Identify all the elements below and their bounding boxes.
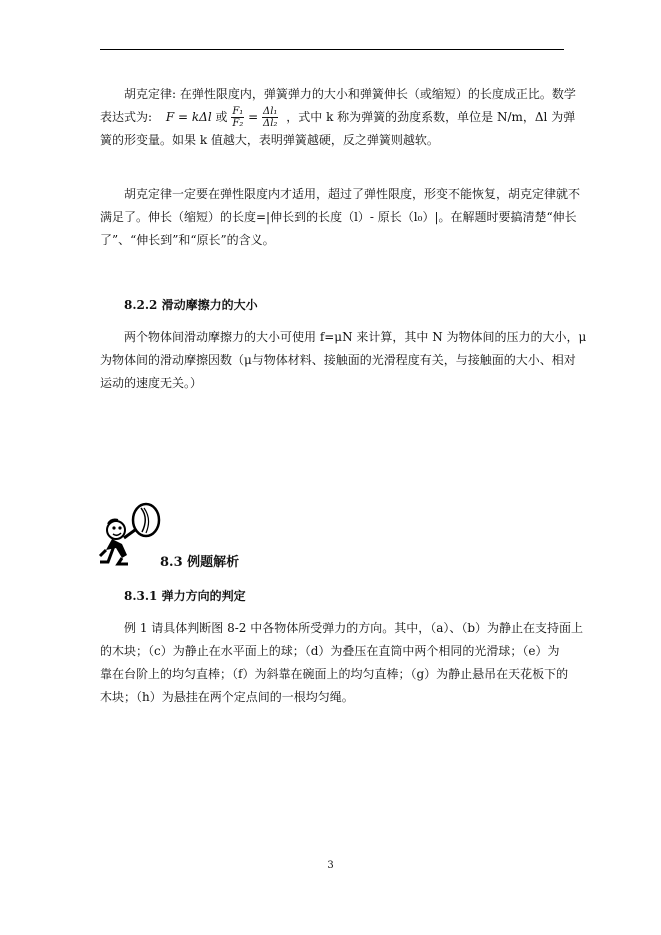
text-fragment: 表达式为: [100,110,153,124]
fraction-extension [262,106,278,129]
text-line: 运动的速度无关。） [100,376,203,390]
heading-8-2-2: 8.2.2 滑动摩擦力的大小 [124,298,258,312]
header-rule [100,49,564,50]
text-line: 木块；（h）为悬挂在两个定点间的一根均匀绳。 [100,690,354,704]
text-fragment: ，式中 k 称为弹簧的劲度系数，单位是 N/m，Δl 为弹 [286,110,576,124]
formula-or: 或 [215,110,228,124]
text-line: 例 1 请具体判断图 8-2 中各物体所受弹力的方向。其中，（a）、（b）为静止在支持面上 [124,621,584,635]
text-line: 了”、“伸长到”和“原长”的含义。 [100,233,275,247]
hookes-law-formula: F = kΔl 或 $\frac{\text{F₁}}{\text{F₂}}$ = $\frac{\text{Δl₁}}{\text{Δl₂}}$ [165,106,278,129]
fraction-denominator: Δl₂ [262,118,278,129]
text-line: 两个物体间滑动摩擦力的大小可使用 f=μN 来计算，其中 N 为物体间的压力的大小，μ [124,330,587,344]
heading-8-3-1: 8.3.1 弹力方向的判定 [124,589,246,603]
paragraph-example-1 [100,617,584,709]
section-title-8-3: 8.3 例题解析 [160,555,240,570]
formula-lhs: F = kΔl [165,110,212,124]
text-line [100,106,576,129]
page-number: 3 [327,860,334,871]
text-line: 的木块；（c）为静止在水平面上的球；（d）为叠压在直筒中两个相同的光滑球；（e）为 [100,644,560,658]
paragraph-sliding-friction [100,326,587,395]
text-line: 为物体间的滑动摩擦因数（μ与物体材料、接触面的光滑程度有关，与接触面的大小、相对 [100,353,576,367]
text-line: 胡克定律一定要在弹性限度内才适用，超过了弹性限度，形变不能恢复，胡克定律就不 [124,187,581,201]
fraction-numerator: F₁ [232,106,244,117]
text-line: 靠在台阶上的均匀直棒；（f）为斜靠在碗面上的均匀直棒；（g）为静止悬吊在天花板下的 [100,667,569,681]
fraction-denominator: F₂ [232,118,244,129]
text-line: 簧的形变量。如果 k 值越大，表明弹簧越硬，反之弹簧则越软。 [100,133,439,147]
mascot-magnifier-illustration [94,500,166,566]
paragraph-hookes-law-validity [100,183,581,252]
text-line: 满足了。伸长（缩短）的长度=|伸长到的长度（l）- 原长（l₀）|。在解题时要搞清楚“伸长 [100,210,577,224]
text-line: 胡克定律: 在弹性限度内，弹簧弹力的大小和弹簧伸长（或缩短）的长度成正比。数学 [124,87,576,101]
fraction-numerator: Δl₁ [262,106,278,117]
fraction-force [231,106,244,129]
paragraph-hookes-law [100,83,576,152]
